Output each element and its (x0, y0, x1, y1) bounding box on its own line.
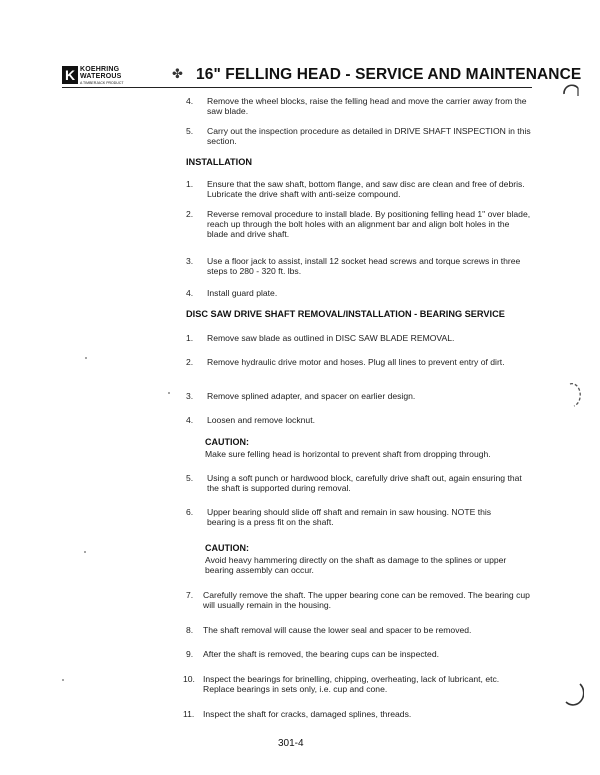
step-text: Install guard plate. (207, 288, 278, 298)
step-text: After the shaft is removed, the bearing cups can be inspected. (203, 649, 439, 659)
caution-title: CAUTION: (205, 543, 249, 553)
page-title: 16" FELLING HEAD - SERVICE AND MAINTENANCE (196, 66, 582, 83)
step-number: 3. (186, 256, 194, 266)
step-number: 3. (186, 391, 194, 401)
step-text: Ensure that the saw shaft, bottom flange, and saw disc are clean and free of debris. Lubricate the drive shaft with anti-seize compound. (207, 179, 525, 200)
scan-speck (62, 679, 64, 681)
caution-text: Avoid heavy hammering directly on the shaft as damage to the splines or upper bearing assembly can occur. (205, 555, 507, 576)
step-number: 10. (183, 674, 195, 684)
section-heading: DISC SAW DRIVE SHAFT REMOVAL/INSTALLATION - BEARING SERVICE (186, 309, 505, 319)
step-text: Remove splined adapter, and spacer on earlier design. (207, 391, 416, 401)
step-number: 4. (186, 288, 194, 298)
step-text: Remove the wheel blocks, raise the felling head and move the carrier away from the saw blade. (207, 96, 527, 117)
caution-title: CAUTION: (205, 437, 249, 447)
scan-speck (168, 392, 170, 394)
step-number: 1. (186, 179, 194, 189)
step-number: 2. (186, 209, 194, 219)
logo-k-mark: K (62, 66, 78, 84)
step-text: Upper bearing should slide off shaft and remain in saw housing. NOTE this bearing is a press fit on the shaft. (207, 507, 492, 528)
step-number: 9. (186, 649, 194, 659)
binder-hole-icon (564, 382, 584, 408)
section-heading: INSTALLATION (186, 157, 253, 167)
step-number: 8. (186, 625, 194, 635)
page-number: 301-4 (278, 738, 304, 749)
step-text: The shaft removal will cause the lower seal and spacer to be removed. (203, 625, 472, 635)
step-text: Carefully remove the shaft. The upper bearing cone can be removed. The bearing cup will usually remain in the housing. (203, 590, 530, 611)
header-ornament-icon: ✤ (172, 66, 183, 81)
logo-wordmark (80, 66, 124, 87)
logo-line-3: A TIMBERJACK PRODUCT (80, 81, 124, 85)
binder-hole-icon (560, 82, 584, 106)
step-number: 4. (186, 415, 194, 425)
step-text: Using a soft punch or hardwood block, carefully drive shaft out, again ensuring that the shaft is supported during removal. (207, 473, 522, 494)
step-text: Use a floor jack to assist, install 12 socket head screws and torque screws in three steps to 280 - 320 ft. lbs. (207, 256, 521, 277)
scan-speck (84, 551, 86, 553)
logo-line-1: KOEHRING (80, 66, 120, 73)
step-text: Remove saw blade as outlined in DISC SAW BLADE REMOVAL. (207, 333, 455, 343)
step-number: 1. (186, 333, 194, 343)
step-text: Remove hydraulic drive motor and hoses. Plug all lines to prevent entry of dirt. (207, 357, 505, 367)
step-number: 5. (186, 473, 194, 483)
company-logo (62, 66, 138, 86)
scan-speck (85, 357, 87, 359)
step-text: Loosen and remove locknut. (207, 415, 315, 425)
step-text: Inspect the shaft for cracks, damaged splines, threads. (203, 709, 412, 719)
step-text: Carry out the inspection procedure as detailed in DRIVE SHAFT INSPECTION in this section. (207, 126, 531, 147)
step-number: 5. (186, 126, 194, 136)
step-number: 2. (186, 357, 194, 367)
step-number: 4. (186, 96, 194, 106)
header-divider (62, 87, 532, 88)
step-text: Inspect the bearings for brinelling, chipping, overheating, lack of lubricant, etc. Replace bearings in sets only, i.e. cup and cone. (203, 674, 500, 695)
logo-line-2: WATEROUS (80, 73, 122, 80)
step-number: 6. (186, 507, 194, 517)
step-number: 7. (186, 590, 194, 600)
step-number: 11. (183, 709, 195, 719)
step-text: Reverse removal procedure to install blade. By positioning felling head 1" over blade, reach up through the bolt holes with an alignment bar and align bolt holes in the blade and drive shaft. (207, 209, 531, 240)
caution-text: Make sure felling head is horizontal to prevent shaft from dropping through. (205, 449, 491, 459)
binder-hole-icon (562, 682, 584, 706)
